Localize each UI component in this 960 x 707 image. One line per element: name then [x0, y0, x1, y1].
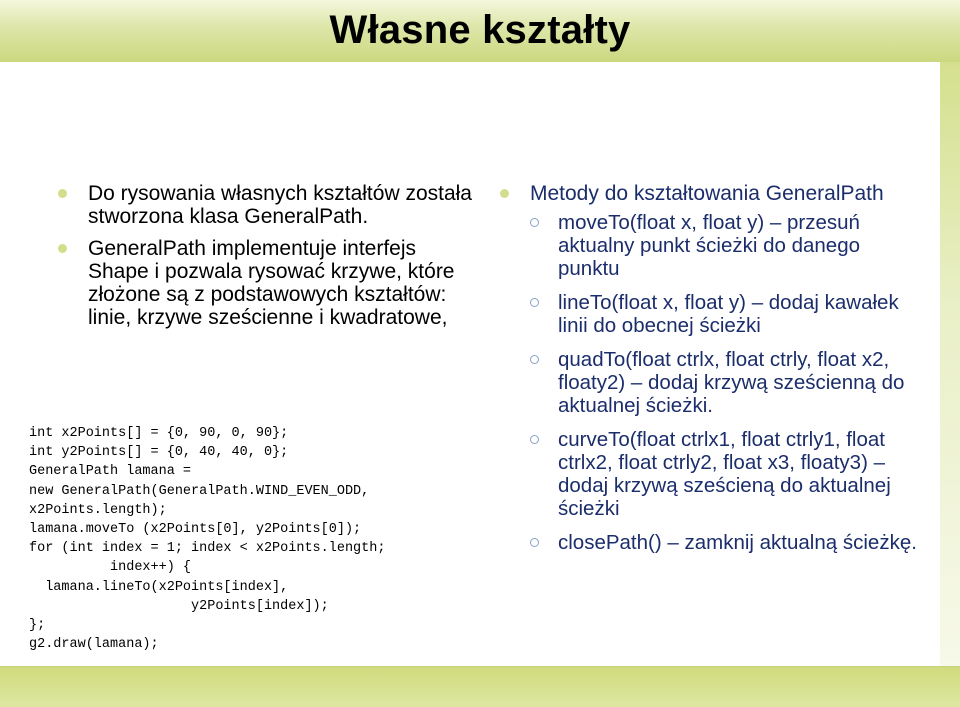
code-line: x2Points.length); — [29, 502, 167, 518]
bullet-text: Do rysowania własnych kształtów została stworzona klasa GeneralPath. — [88, 182, 472, 228]
bullet-dot-icon — [58, 244, 67, 253]
code-line: g2.draw(lamana); — [29, 637, 159, 653]
bullet-dot-icon — [58, 189, 67, 198]
code-line: lamana.lineTo(x2Points[index], — [29, 579, 289, 595]
code-line: GeneralPath lamana = — [29, 464, 192, 480]
bullet-text: GeneralPath implementuje interfejs Shape i pozwala rysować krzywe, które złożone są z podstawowych kształtów: linie, krzywe sześcienne i kwadratowe, — [88, 237, 455, 329]
code-line: lamana.moveTo (x2Points[0], y2Points[0]); — [29, 522, 362, 538]
code-line: int y2Points[] = {0, 40, 40, 0}; — [29, 445, 289, 461]
code-line: int x2Points[] = {0, 90, 0, 90}; — [29, 426, 289, 441]
right-decoration — [940, 62, 960, 666]
method-item — [500, 531, 920, 554]
code-line: }; — [29, 618, 46, 634]
ring-bullet-icon — [530, 218, 539, 227]
slide-title: Własne kształty — [329, 8, 631, 52]
method-text: curveTo(float ctrlx1, float ctrly1, float ctrlx2, float ctrly2, float x3, floaty3) – dodaj krzywą sześcieną do aktualnej ścieżki — [558, 428, 891, 520]
ring-bullet-icon — [530, 355, 539, 364]
method-text: closePath() – zamknij aktualną ścieżkę. — [558, 531, 917, 554]
method-text: quadTo(float ctrlx, float ctrly, float x2, floaty2) – dodaj krzywą sześcienną do aktualnej ścieżki. — [558, 348, 905, 417]
bullet-item — [58, 182, 478, 228]
method-item — [500, 428, 920, 520]
code-block — [29, 424, 469, 654]
footer-divider — [0, 666, 960, 667]
methods-heading-text: Metody do kształtowania GeneralPath — [530, 182, 884, 205]
ring-bullet-icon — [530, 538, 539, 547]
footer-band — [0, 666, 960, 707]
code-line: index++) { — [29, 560, 192, 576]
code-line: for (int index = 1; index < x2Points.length; — [29, 541, 386, 557]
code-line: y2Points[index]); — [29, 598, 329, 614]
method-text: lineTo(float x, float y) – dodaj kawałek linii do obecnej ścieżki — [558, 291, 899, 337]
code-line: new GeneralPath(GeneralPath.WIND_EVEN_ODD, — [29, 483, 370, 499]
left-column — [58, 182, 478, 338]
bullet-dot-icon — [500, 189, 509, 198]
method-item — [500, 291, 920, 337]
ring-bullet-icon — [530, 298, 539, 307]
methods-heading — [500, 182, 920, 205]
bullet-item — [58, 237, 478, 329]
ring-bullet-icon — [530, 435, 539, 444]
method-text: moveTo(float x, float y) – przesuń aktualny punkt ścieżki do danego punktu — [558, 211, 861, 280]
method-item — [500, 348, 920, 417]
method-item — [500, 211, 920, 280]
right-column — [500, 182, 920, 565]
